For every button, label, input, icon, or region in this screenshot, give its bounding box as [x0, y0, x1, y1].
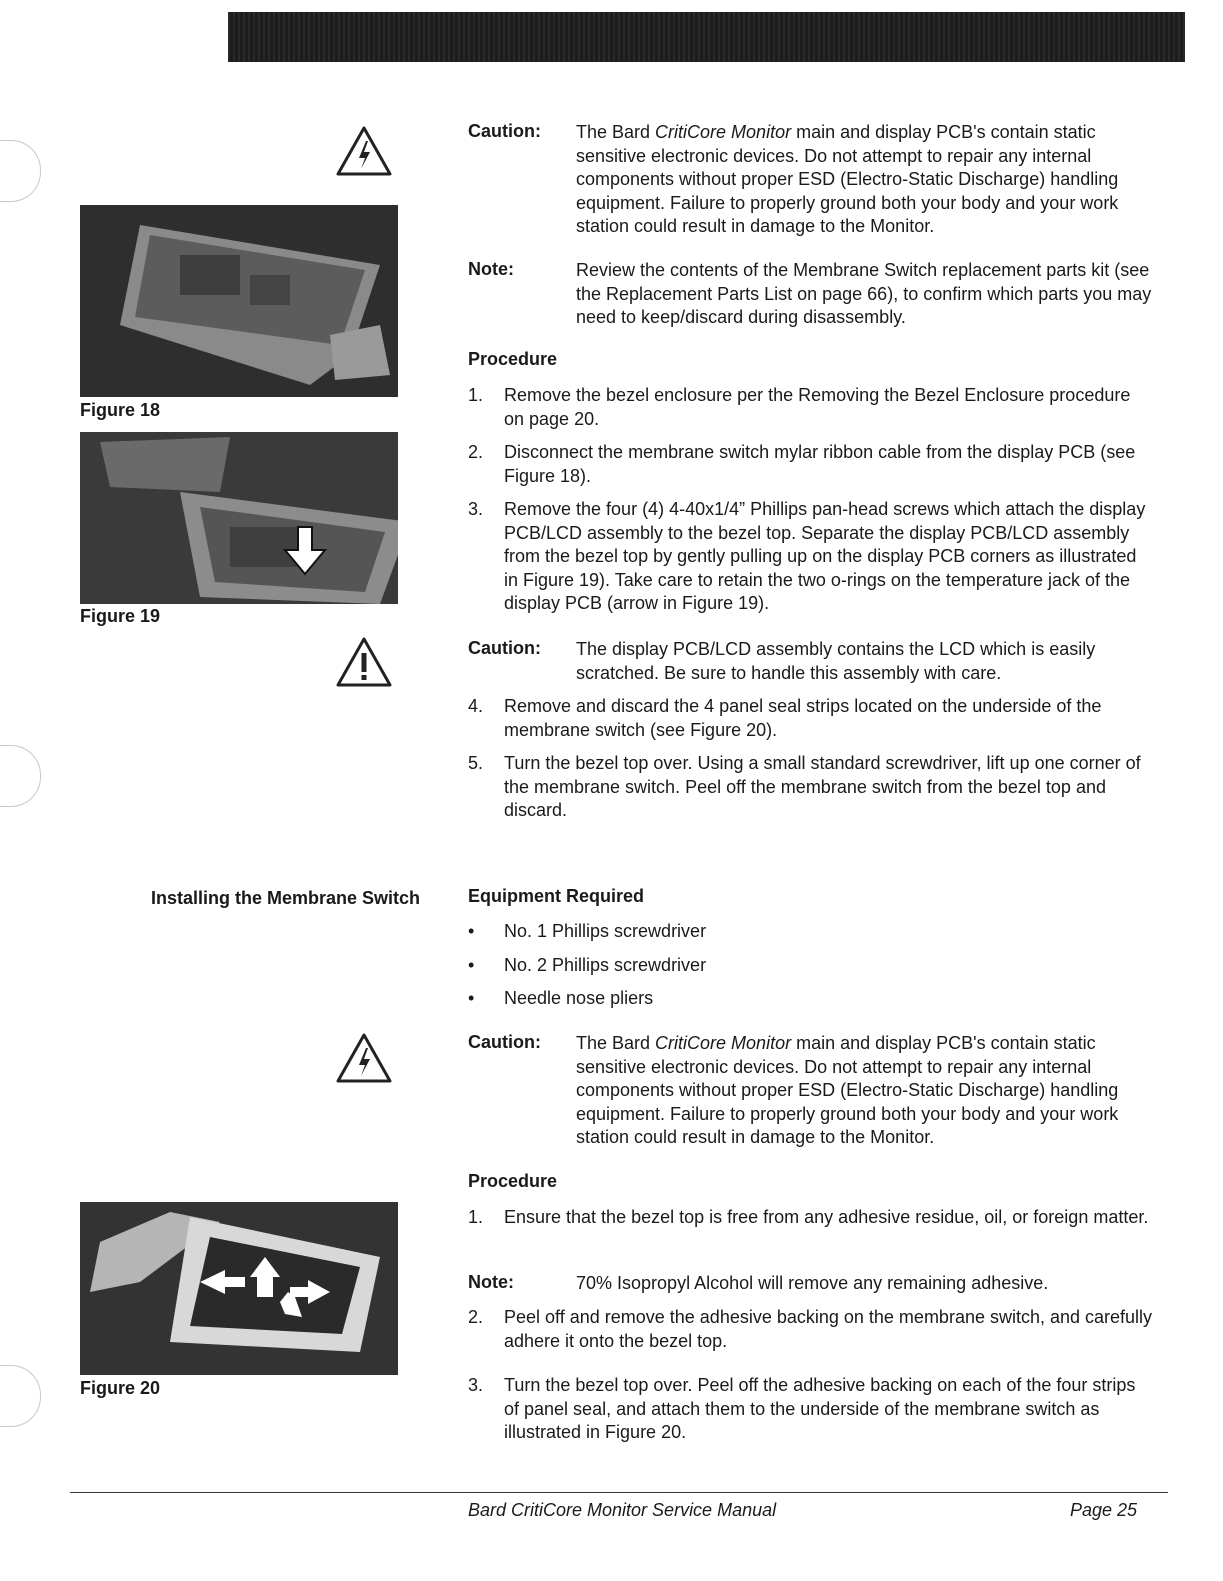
procedure-heading: Procedure: [468, 1171, 558, 1191]
step-number: 2.: [468, 1307, 484, 1327]
caution-text: The Bard CritiCore Monitor main and display PCB's contain static sensitive electronic devices. Do not attempt to repair any internal components without proper ESD (Electro-Static Discharge) handling equipment. Failure to properly ground both your body and your work station could result in damage to the Monitor.: [576, 122, 1119, 236]
equipment-item: No. 2 Phillips screwdriver: [504, 955, 707, 975]
equipment-item: Needle nose pliers: [504, 988, 654, 1008]
exclamation-warning-icon: [335, 636, 393, 688]
step-text: Ensure that the bezel top is free from any adhesive residue, oil, or foreign matter.: [504, 1207, 1149, 1227]
step-number: 4.: [468, 696, 484, 716]
figure-18-caption: Figure 18: [80, 400, 161, 420]
figure-20-caption: Figure 20: [80, 1378, 161, 1398]
step-text: Peel off and remove the adhesive backing on the membrane switch, and carefully adhere it onto the bezel top.: [504, 1307, 1153, 1351]
equipment-item: No. 1 Phillips screwdriver: [504, 921, 707, 941]
note-text: 70% Isopropyl Alcohol will remove any remaining adhesive.: [576, 1273, 1049, 1293]
figure-19-photo: [80, 432, 398, 604]
caution-label: Caution:: [468, 638, 541, 658]
figure-18-photo: [80, 205, 398, 397]
procedure-heading: Procedure: [468, 349, 558, 369]
step-text: Turn the bezel top over. Peel off the adhesive backing on each of the four strips of panel seal, and attach them to the underside of the membrane switch as illustrated in Figure 20.: [504, 1375, 1136, 1442]
bullet: •: [468, 921, 475, 941]
note-label: Note:: [468, 259, 514, 279]
caution-text: The Bard CritiCore Monitor main and display PCB's contain static sensitive electronic devices. Do not attempt to repair any internal components without proper ESD (Electro-Static Discharge) handling equipment. Failure to properly ground both your body and your work station could result in damage to the Monitor.: [576, 1033, 1119, 1147]
bullet: •: [468, 955, 475, 975]
note-label: Note:: [468, 1272, 514, 1292]
binder-hole: [0, 1365, 41, 1427]
note-text: Review the contents of the Membrane Switch replacement parts kit (see the Replacement Parts List on page 66), to confirm which parts you may need to keep/discard during disassembly.: [576, 260, 1152, 327]
step-number: 2.: [468, 442, 484, 462]
header-bar: [228, 12, 1185, 62]
caution-label: Caution:: [468, 1032, 541, 1052]
footer-title: Bard CritiCore Monitor Service Manual: [468, 1500, 777, 1520]
equipment-heading: Equipment Required: [468, 886, 645, 906]
caution-text: The display PCB/LCD assembly contains the LCD which is easily scratched. Be sure to handle this assembly with care.: [576, 639, 1096, 683]
footer-rule: [70, 1492, 1168, 1493]
step-text: Remove the bezel enclosure per the Removing the Bezel Enclosure procedure on page 20.: [504, 385, 1131, 429]
figure-19-caption: Figure 19: [80, 606, 161, 626]
binder-hole: [0, 140, 41, 202]
page-number: Page 25: [1070, 1500, 1138, 1520]
step-number: 3.: [468, 1375, 484, 1395]
step-text: Remove the four (4) 4-40x1/4” Phillips pan-head screws which attach the display PCB/LCD assembly to the bezel top. Separate the display PCB/LCD assembly from the bezel top by gently pulling up on the display PCB corners as illustrated in Figure 19). Take care to retain the two o-rings on the temperature jack of the display PCB (arrow in Figure 19).: [504, 499, 1146, 613]
step-text: Disconnect the membrane switch mylar ribbon cable from the display PCB (see Figure 18).: [504, 442, 1136, 486]
step-number: 3.: [468, 499, 484, 519]
step-text: Turn the bezel top over. Using a small standard screwdriver, lift up one corner of the membrane switch. Peel off the membrane switch from the bezel top and discard.: [504, 753, 1141, 820]
esd-warning-icon: [335, 1032, 393, 1084]
step-text: Remove and discard the 4 panel seal strips located on the underside of the membrane switch (see Figure 20).: [504, 696, 1102, 740]
binder-hole: [0, 745, 41, 807]
bullet: •: [468, 988, 475, 1008]
caution-label: Caution:: [468, 121, 541, 141]
step-number: 5.: [468, 753, 484, 773]
step-number: 1.: [468, 1207, 484, 1227]
figure-20-photo: [80, 1202, 398, 1375]
step-number: 1.: [468, 385, 484, 405]
esd-warning-icon: [335, 125, 393, 177]
section-heading: Installing the Membrane Switch: [150, 888, 420, 908]
